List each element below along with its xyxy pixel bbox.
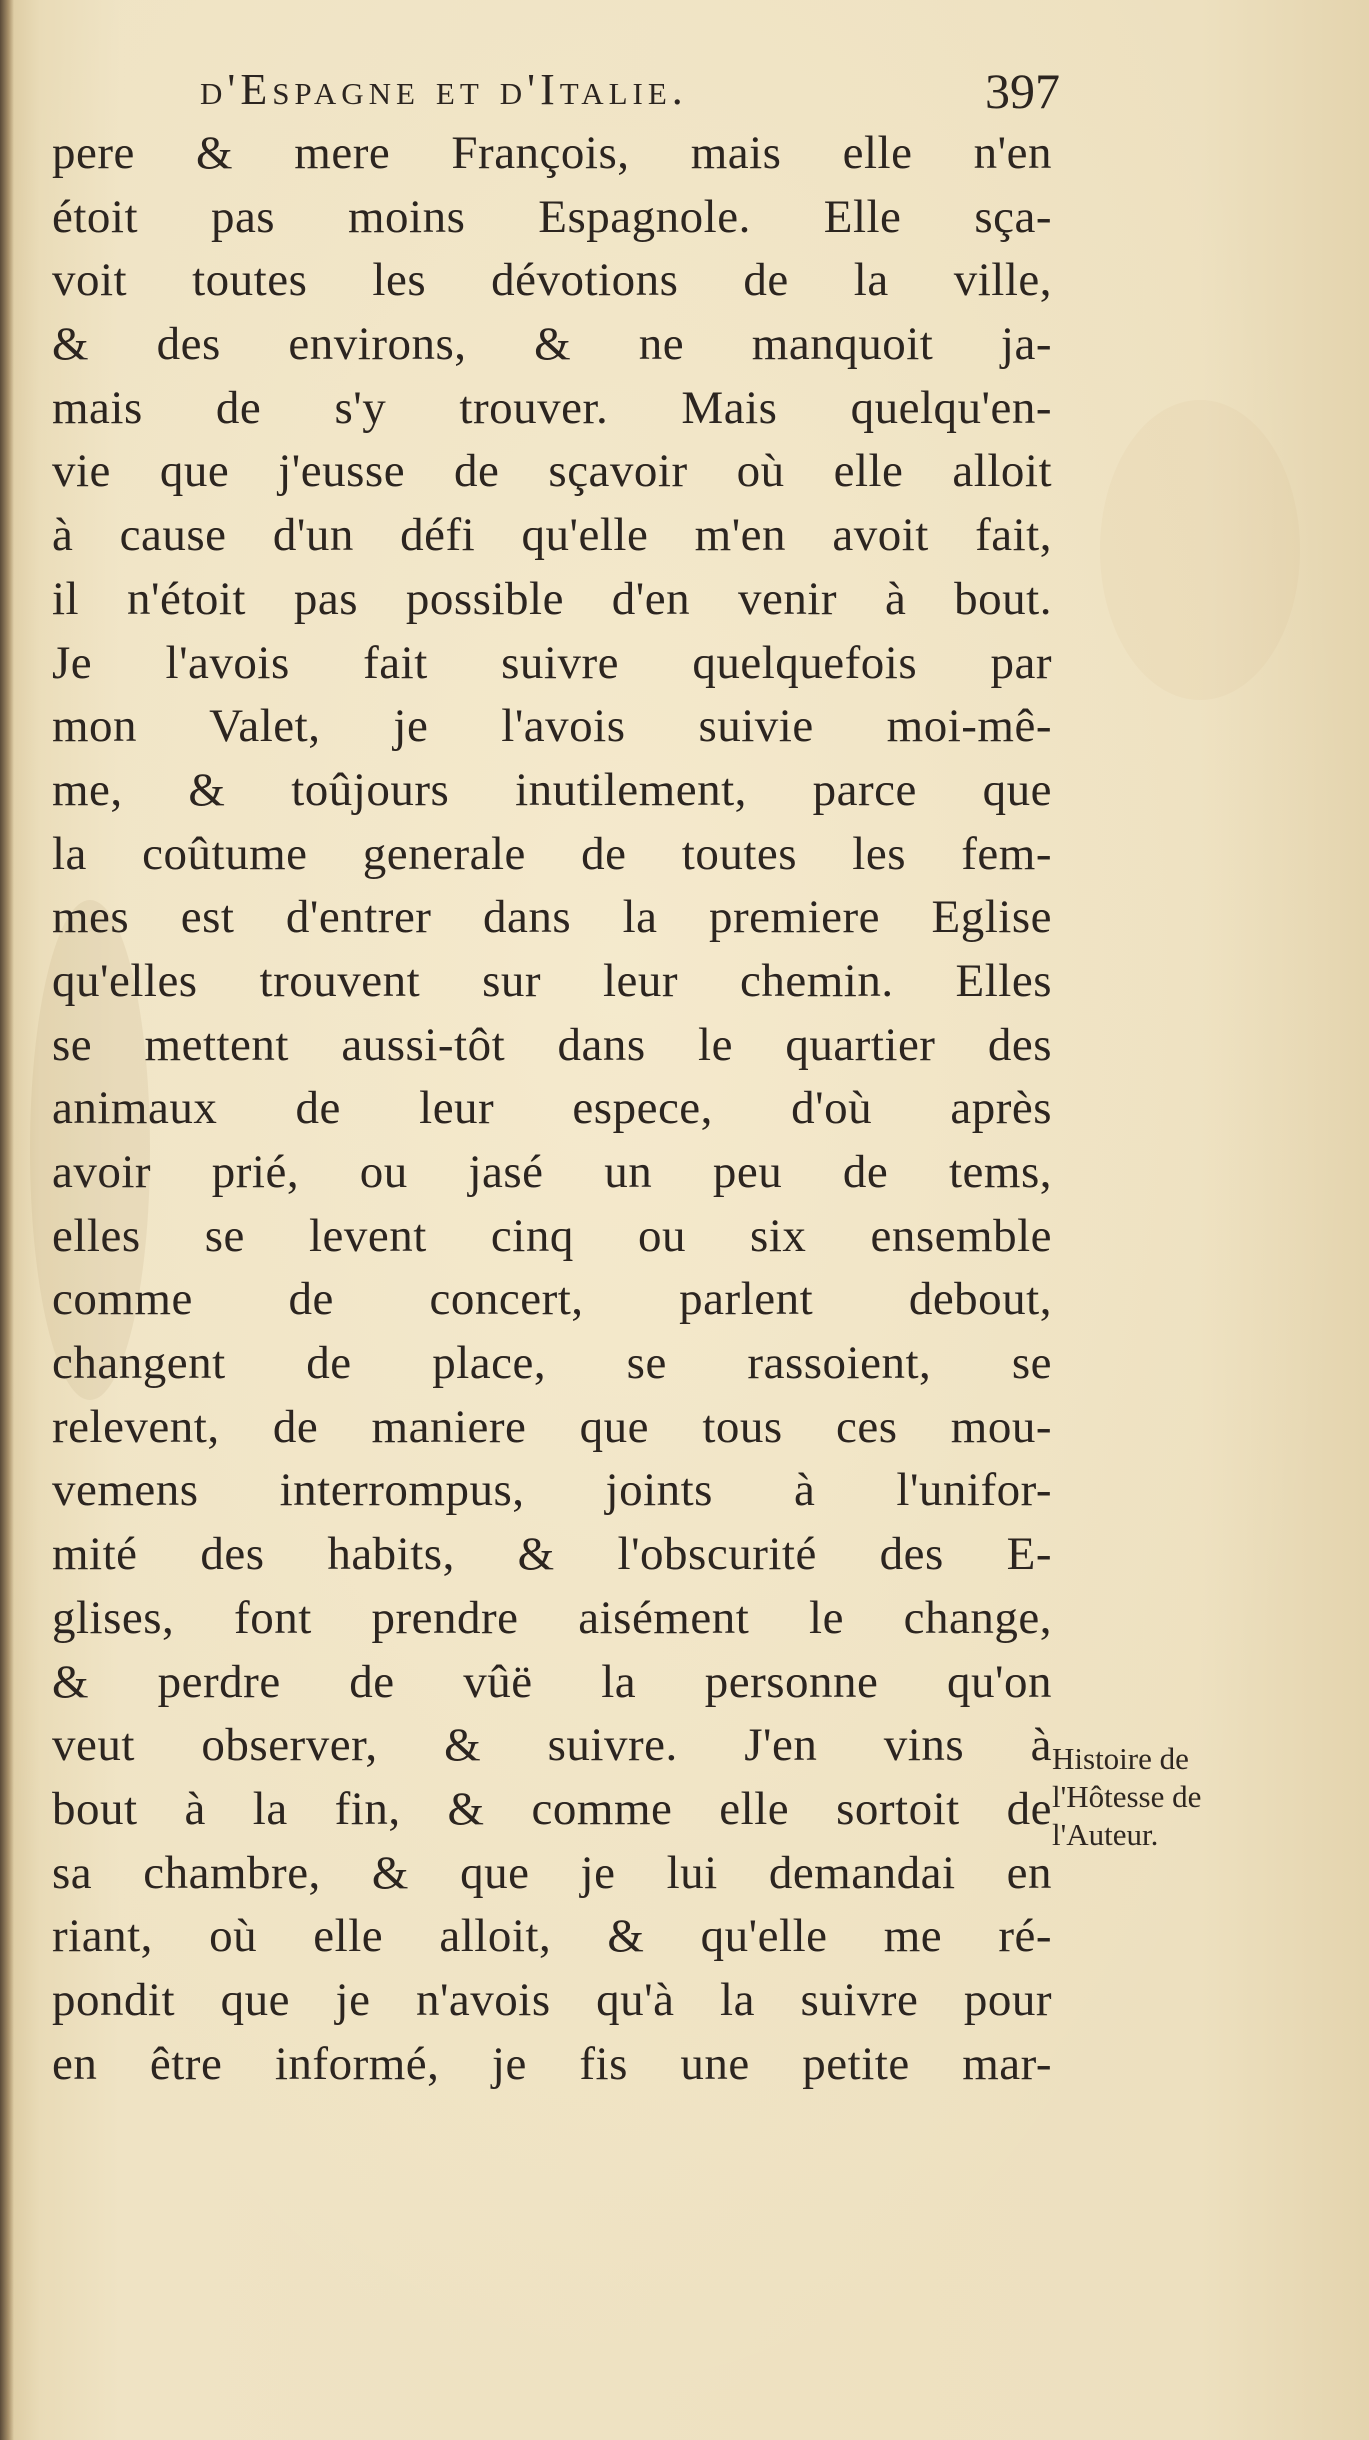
text-line: étoit pas moins Espagnole. Elle sça- <box>52 190 1052 243</box>
text-line: pere & mere François, mais elle n'en <box>52 127 1052 179</box>
text-line: animaux de leur espece, d'où après <box>52 1082 1052 1135</box>
text-line: à cause d'un défi qu'elle m'en avoit fait, <box>52 509 1052 562</box>
paper-stain <box>1100 400 1300 700</box>
margin-note-line: l'Auteur. <box>1052 1817 1159 1852</box>
text-line: & perdre de vûë la personne qu'on <box>52 1655 1052 1708</box>
text-line: mais de s'y trouver. Mais quelqu'en- <box>52 381 1052 434</box>
text-line: bout à la fin, & comme elle sortoit de <box>52 1782 1052 1835</box>
text-line: & des environs, & ne manquoit ja- <box>52 318 1052 371</box>
text-line: me, & toûjours inutilement, parce que <box>52 763 1052 816</box>
text-line: Je l'avois fait suivre quelquefois par <box>52 636 1052 689</box>
text-line: voit toutes les dévotions de la ville, <box>52 254 1052 307</box>
text-line: en être informé, je fis une petite mar- <box>52 2037 1052 2090</box>
margin-note-line: Histoire de <box>1052 1741 1189 1776</box>
text-line: comme de concert, parlent debout, <box>52 1273 1052 1326</box>
text-line: veut observer, & suivre. J'en vins à <box>52 1719 1052 1772</box>
text-line: mon Valet, je l'avois suivie moi-mê- <box>52 700 1052 753</box>
text-line: pondit que je n'avois qu'à la suivre pour <box>52 1973 1052 2026</box>
book-gutter <box>0 0 14 2440</box>
page-number: 397 <box>985 63 1060 119</box>
text-line: changent de place, se rassoient, se <box>52 1337 1052 1390</box>
text-line: vie que j'eusse de sçavoir où elle alloit <box>52 445 1052 498</box>
text-line: mité des habits, & l'obscurité des E- <box>52 1528 1052 1581</box>
running-head: d'Espagne et d'Italie. <box>200 65 688 114</box>
text-line: vemens interrompus, joints à l'unifor- <box>52 1464 1052 1517</box>
text-line: se mettent aussi-tôt dans le quartier des <box>52 1018 1052 1071</box>
text-line: la coûtume generale de toutes les fem- <box>52 827 1052 880</box>
text-line: relevent, de maniere que tous ces mou- <box>52 1400 1052 1453</box>
margin-note-line: l'Hôtesse de <box>1052 1779 1202 1814</box>
text-line: avoir prié, ou jasé un peu de tems, <box>52 1146 1052 1198</box>
text-line: mes est d'entrer dans la premiere Eglise <box>52 891 1052 944</box>
text-line: elles se levent cinq ou six ensemble <box>52 1209 1052 1262</box>
body-text <box>52 122 1052 2096</box>
text-line: glises, font prendre aisément le change, <box>52 1591 1052 1644</box>
text-line: qu'elles trouvent sur leur chemin. Elles <box>52 954 1052 1007</box>
text-line: sa chambre, & que je lui demandai en <box>52 1846 1052 1899</box>
margin-note <box>1052 1740 1312 1854</box>
text-line: riant, où elle alloit, & qu'elle me ré- <box>52 1910 1052 1963</box>
text-line: il n'étoit pas possible d'en venir à bout. <box>52 572 1052 625</box>
